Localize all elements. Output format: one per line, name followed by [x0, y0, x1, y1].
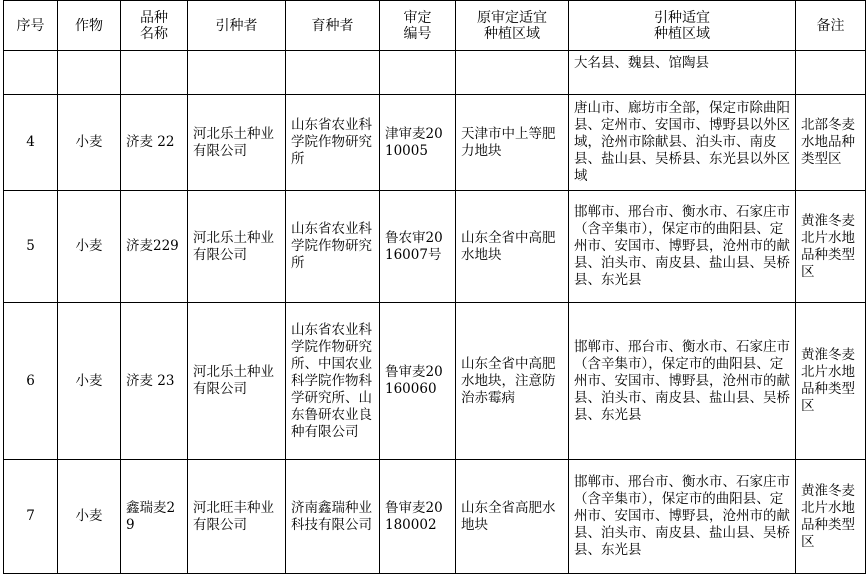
header-cell: 品种 名称 [121, 1, 188, 51]
breeder-cell: 山东省农业科学院作物研究所 [286, 191, 380, 303]
header-cell: 原审定适宜 种植区域 [456, 1, 569, 51]
crop-cell: 小麦 [58, 460, 121, 574]
introducer-cell: 河北乐土种业有限公司 [188, 191, 286, 303]
crop-cell: 小麦 [58, 303, 121, 460]
continuation-row [4, 51, 866, 95]
variety-cell: 鑫瑞麦29 [121, 460, 188, 574]
header-cell: 审定 编号 [380, 1, 456, 51]
approval-number-cell: 鲁审麦20180002 [380, 460, 456, 574]
approval-number-cell: 津审麦2010005 [380, 95, 456, 191]
intro-region-cell: 邯郸市、邢台市、衡水市、石家庄市（含辛集市），保定市的曲阳县、定州市、安国市、博野县，沧州市的献县、泊头市、南皮县、盐山县、吴桥县、东光县 [569, 303, 796, 460]
approval-number-cell: 鲁农审2016007号 [380, 191, 456, 303]
original-region-cell: 山东全省高肥水地块 [456, 460, 569, 574]
table-cell [58, 51, 121, 95]
intro-region-cell: 大名县、魏县、馆陶县 [569, 51, 796, 95]
table-cell [4, 51, 58, 95]
crop-cell: 小麦 [58, 191, 121, 303]
breeder-cell: 济南鑫瑞种业科技有限公司 [286, 460, 380, 574]
table-cell [188, 51, 286, 95]
table-cell [796, 51, 866, 95]
table-cell [380, 51, 456, 95]
header-cell: 育种者 [286, 1, 380, 51]
row-number-cell: 4 [4, 95, 58, 191]
original-region-cell: 山东全省中高肥水地块 [456, 191, 569, 303]
intro-region-cell: 唐山市、廊坊市全部，保定市除曲阳县、定州市、安国市、博野县以外区域，沧州市除献县、泊头市、南皮县、盐山县、吴桥县、东光县以外区域 [569, 95, 796, 191]
original-region-cell: 山东全省中高肥水地块，注意防治赤霉病 [456, 303, 569, 460]
crop-cell: 小麦 [58, 95, 121, 191]
approval-number-cell: 鲁审麦20160060 [380, 303, 456, 460]
header-cell: 引种适宜 种植区域 [569, 1, 796, 51]
breeder-cell: 山东省农业科学院作物研究所、中国农业科学院作物科学研究所、山东鲁研农业良种有限公司 [286, 303, 380, 460]
note-cell: 黄淮冬麦北片水地品种类型区 [796, 460, 866, 574]
row-number-cell: 7 [4, 460, 58, 574]
breeder-cell: 山东省农业科学院作物研究所 [286, 95, 380, 191]
variety-cell: 济麦 22 [121, 95, 188, 191]
table-row [4, 460, 866, 574]
intro-region-cell: 邯郸市、邢台市、衡水市、石家庄市（含辛集市），保定市的曲阳县、定州市、安国市、博野县，沧州市的献县、泊头市、南皮县、盐山县、吴桥县、东光县 [569, 460, 796, 574]
introducer-cell: 河北旺丰种业有限公司 [188, 460, 286, 574]
introducer-cell: 河北乐土种业有限公司 [188, 95, 286, 191]
header-cell: 作物 [58, 1, 121, 51]
table-row [4, 191, 866, 303]
variety-cell: 济麦 23 [121, 303, 188, 460]
header-cell: 备注 [796, 1, 866, 51]
header-row [4, 1, 866, 51]
intro-region-cell: 邯郸市、邢台市、衡水市、石家庄市（含辛集市），保定市的曲阳县、定州市、安国市、博野县，沧州市的献县、泊头市、南皮县、盐山县、吴桥县、东光县 [569, 191, 796, 303]
note-cell: 北部冬麦水地品种类型区 [796, 95, 866, 191]
table-row [4, 303, 866, 460]
table-row [4, 95, 866, 191]
note-cell: 黄淮冬麦北片水地品种类型区 [796, 303, 866, 460]
introducer-cell: 河北乐土种业有限公司 [188, 303, 286, 460]
original-region-cell: 天津市中上等肥力地块 [456, 95, 569, 191]
header-cell: 序号 [4, 1, 58, 51]
note-cell: 黄淮冬麦北片水地品种类型区 [796, 191, 866, 303]
table-cell [286, 51, 380, 95]
table-cell [121, 51, 188, 95]
variety-cell: 济麦229 [121, 191, 188, 303]
variety-table [3, 0, 866, 574]
table-cell [456, 51, 569, 95]
row-number-cell: 6 [4, 303, 58, 460]
row-number-cell: 5 [4, 191, 58, 303]
header-cell: 引种者 [188, 1, 286, 51]
